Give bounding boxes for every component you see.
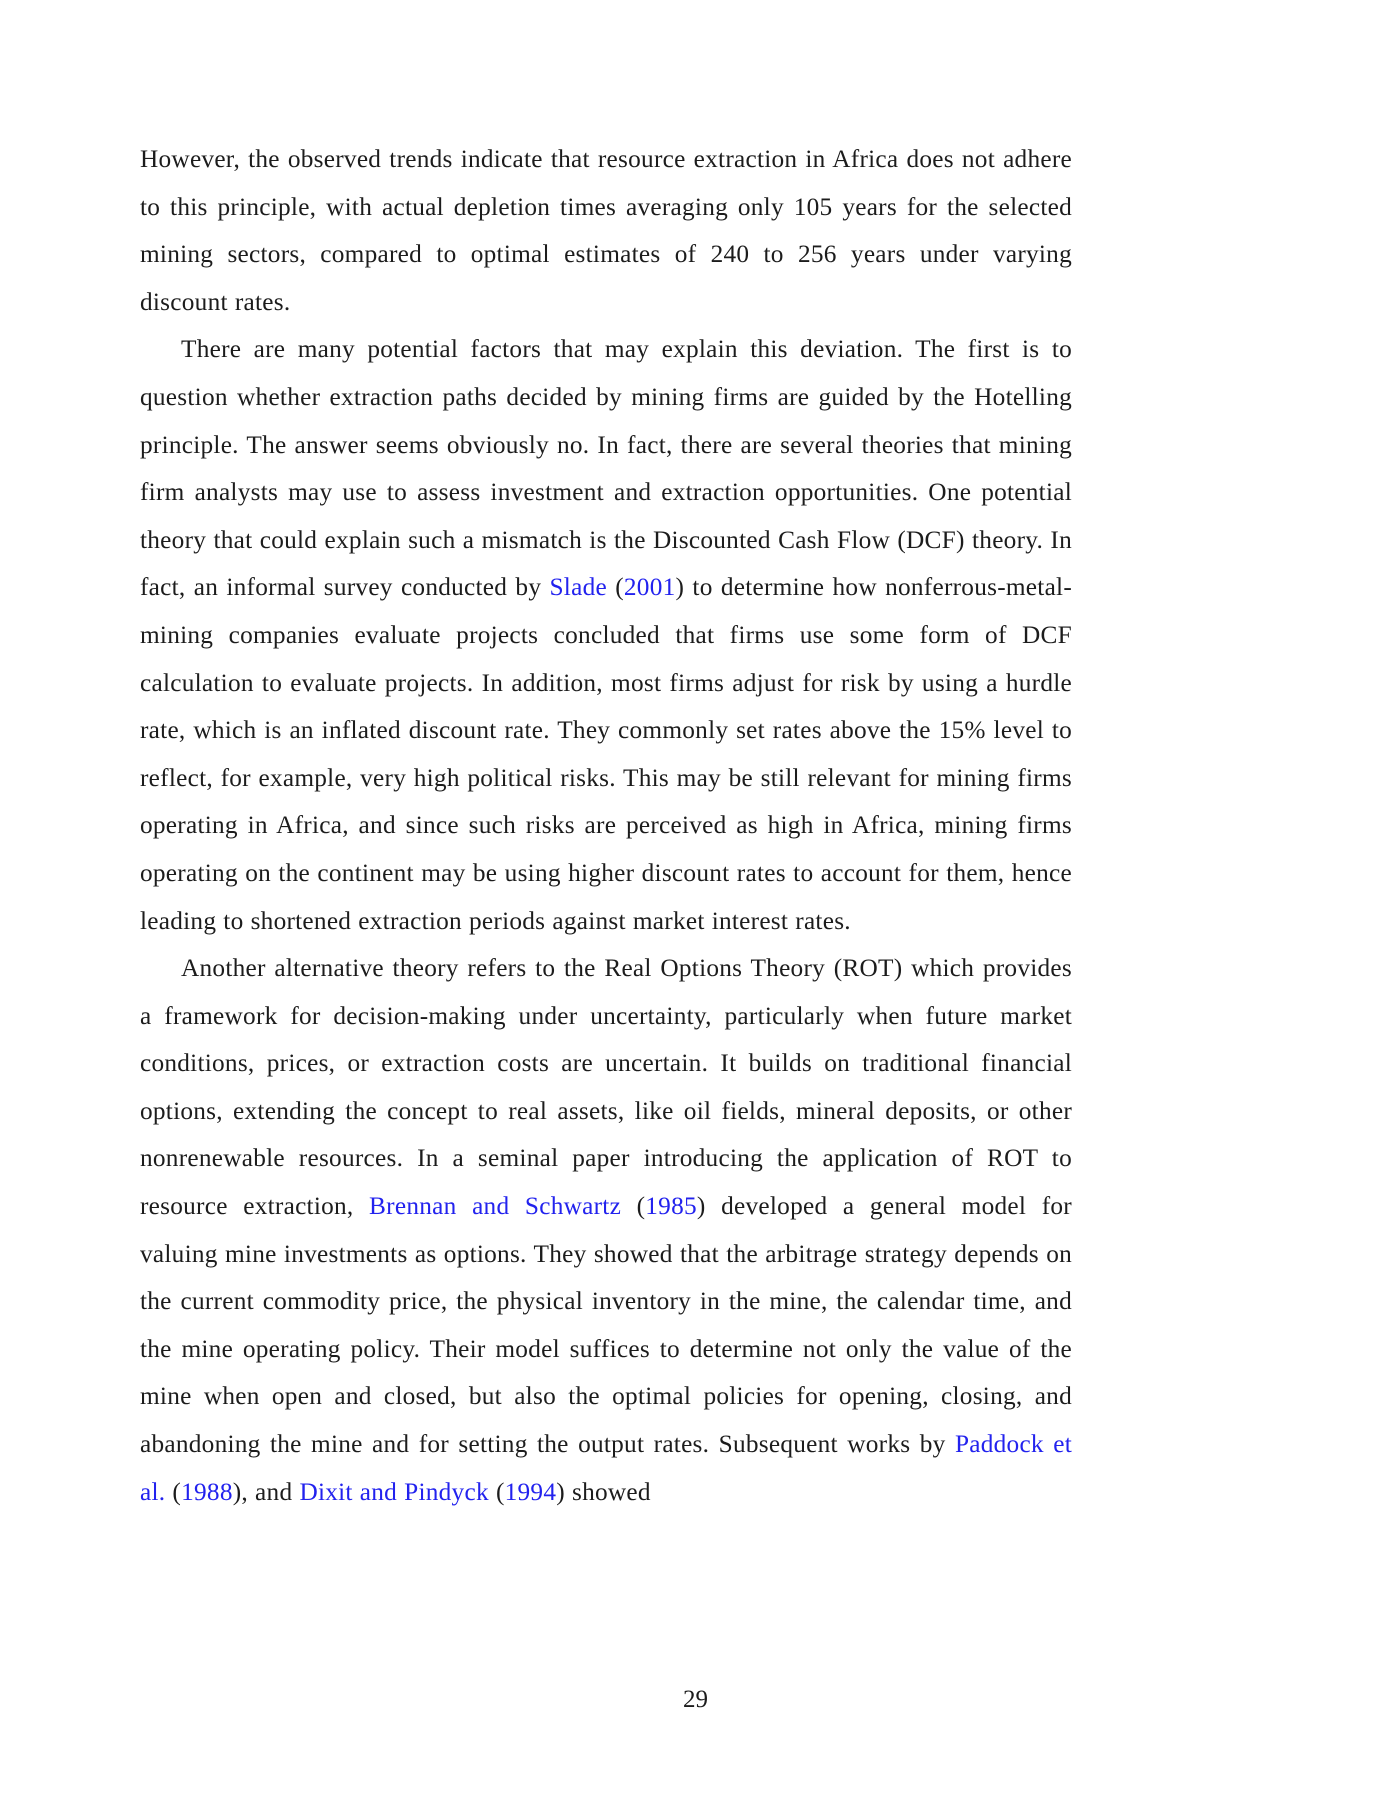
citation-link[interactable]: Paddock et al. — [140, 1430, 1072, 1506]
text-run: ( — [488, 1477, 505, 1506]
paragraph — [140, 136, 1072, 326]
text-run: ) developed a general model for valuing mine investments as options. They showed that the arbitrage strategy depends on the current commodity price, the physical inventory in the mine, the calendar time, and the mine operating policy. Their model suffices to determine not only the value of the mine when open and closed, but also the optimal policies for opening, closing, and abandoning the mine and for setting the output rates. Subsequent works by — [140, 1192, 1072, 1459]
text-run: ), and — [232, 1477, 300, 1506]
citation-link[interactable]: Slade — [549, 573, 607, 602]
paragraph — [140, 945, 1072, 1516]
text-run: Another alternative theory refers to the Real Options Theory (ROT) which provides a framework for decision-making under uncertainty, particularly when future market conditions, prices, or extraction costs are uncertain. It builds on traditional financial options, extending the concept to real assets, like oil fields, mineral deposits, or other nonrenewable resources. In a seminal paper introducing the application of ROT to resource extraction, — [140, 954, 1072, 1221]
text-run: ) showed — [556, 1477, 651, 1506]
text-run: ) to determine how nonferrous-metal-mining companies evaluate projects concluded that firms use some form of DCF calculation to evaluate projects. In addition, most firms adjust for risk by using a hurdle rate, which is an inflated discount rate. They commonly set rates above the 15% level to reflect, for example, very high political risks. This may be still relevant for mining firms operating in Africa, and since such risks are perceived as high in Africa, mining firms operating on the continent may be using higher discount rates to account for them, hence leading to shortened extraction periods against market interest rates. — [140, 573, 1073, 935]
page-body-text — [140, 136, 1072, 1516]
citation-link[interactable]: Brennan and Schwartz — [369, 1192, 622, 1221]
text-run: ( — [165, 1477, 182, 1506]
page-number: 29 — [683, 1686, 708, 1713]
text-run: However, the observed trends indicate that resource extraction in Africa does not adhere to this principle, with actual depletion times averaging only 105 years for the selected mining sectors, compared to optimal estimates of 240 to 256 years under varying discount rates. — [140, 145, 1072, 316]
citation-link[interactable]: 1985 — [645, 1192, 697, 1221]
text-run: ( — [621, 1192, 646, 1221]
citation-link[interactable]: 1994 — [504, 1477, 557, 1506]
citation-link[interactable]: Dixit and Pindyck — [299, 1477, 489, 1506]
text-run: There are many potential factors that may explain this deviation. The first is to question whether extraction paths decided by mining firms are guided by the Hotelling principle. The answer seems obviously no. In fact, there are several theories that mining firm analysts may use to assess investment and extraction opportunities. One potential theory that could explain such a mismatch is the Discounted Cash Flow (DCF) theory. In fact, an informal survey conducted by — [140, 335, 1072, 602]
citation-link[interactable]: 2001 — [623, 573, 676, 602]
paragraph — [140, 326, 1072, 945]
text-run: ( — [606, 573, 624, 602]
citation-link[interactable]: 1988 — [181, 1477, 233, 1506]
